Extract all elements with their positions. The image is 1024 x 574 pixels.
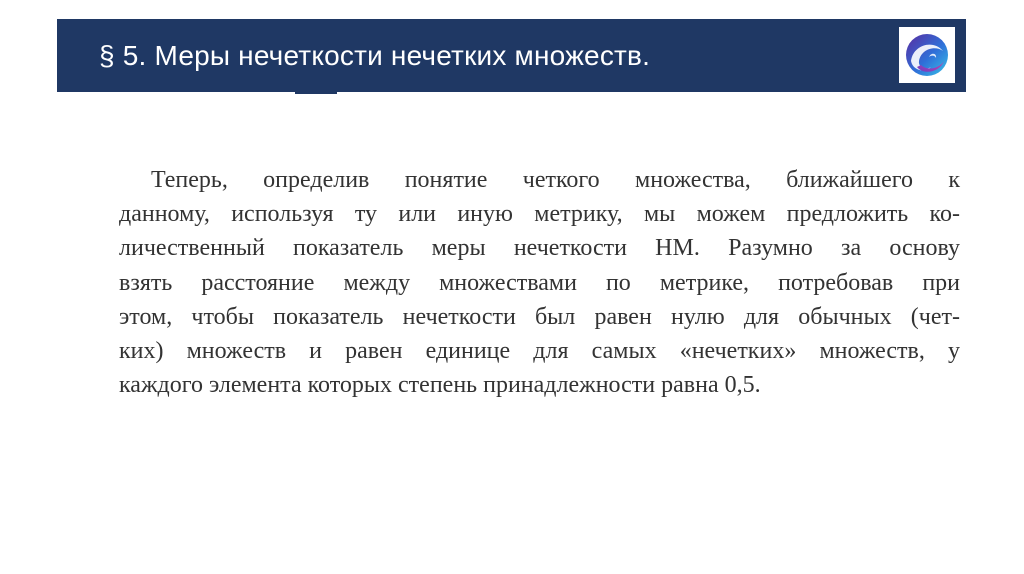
slide-title: § 5. Меры нечеткости нечетких множеств. [99,39,651,71]
paragraph-line: личественный показатель меры нечеткости НМ. Разумно за основу [119,235,960,262]
paragraph-line: ких) множеств и равен единице для самых «нечетких» множеств, у [119,338,960,365]
paragraph-line: Теперь, определив понятие четкого множества, ближайшего к [151,167,960,193]
paragraph-line: этом, чтобы показатель нечеткости был равен нулю для обычных (чет- [119,303,960,330]
body-paragraph [119,163,960,402]
paragraph-line: данному, используя ту или иную метрику, мы можем предложить ко- [119,201,960,228]
swirl-logo-icon [899,27,955,83]
logo [899,27,955,83]
title-bar [57,19,966,92]
paragraph-line: каждого элемента которых степень принадлежности равна 0,5. [119,372,761,399]
paragraph-line: взять расстояние между множествами по метрике, потребовав при [119,269,960,296]
title-accent-tab [295,92,337,94]
